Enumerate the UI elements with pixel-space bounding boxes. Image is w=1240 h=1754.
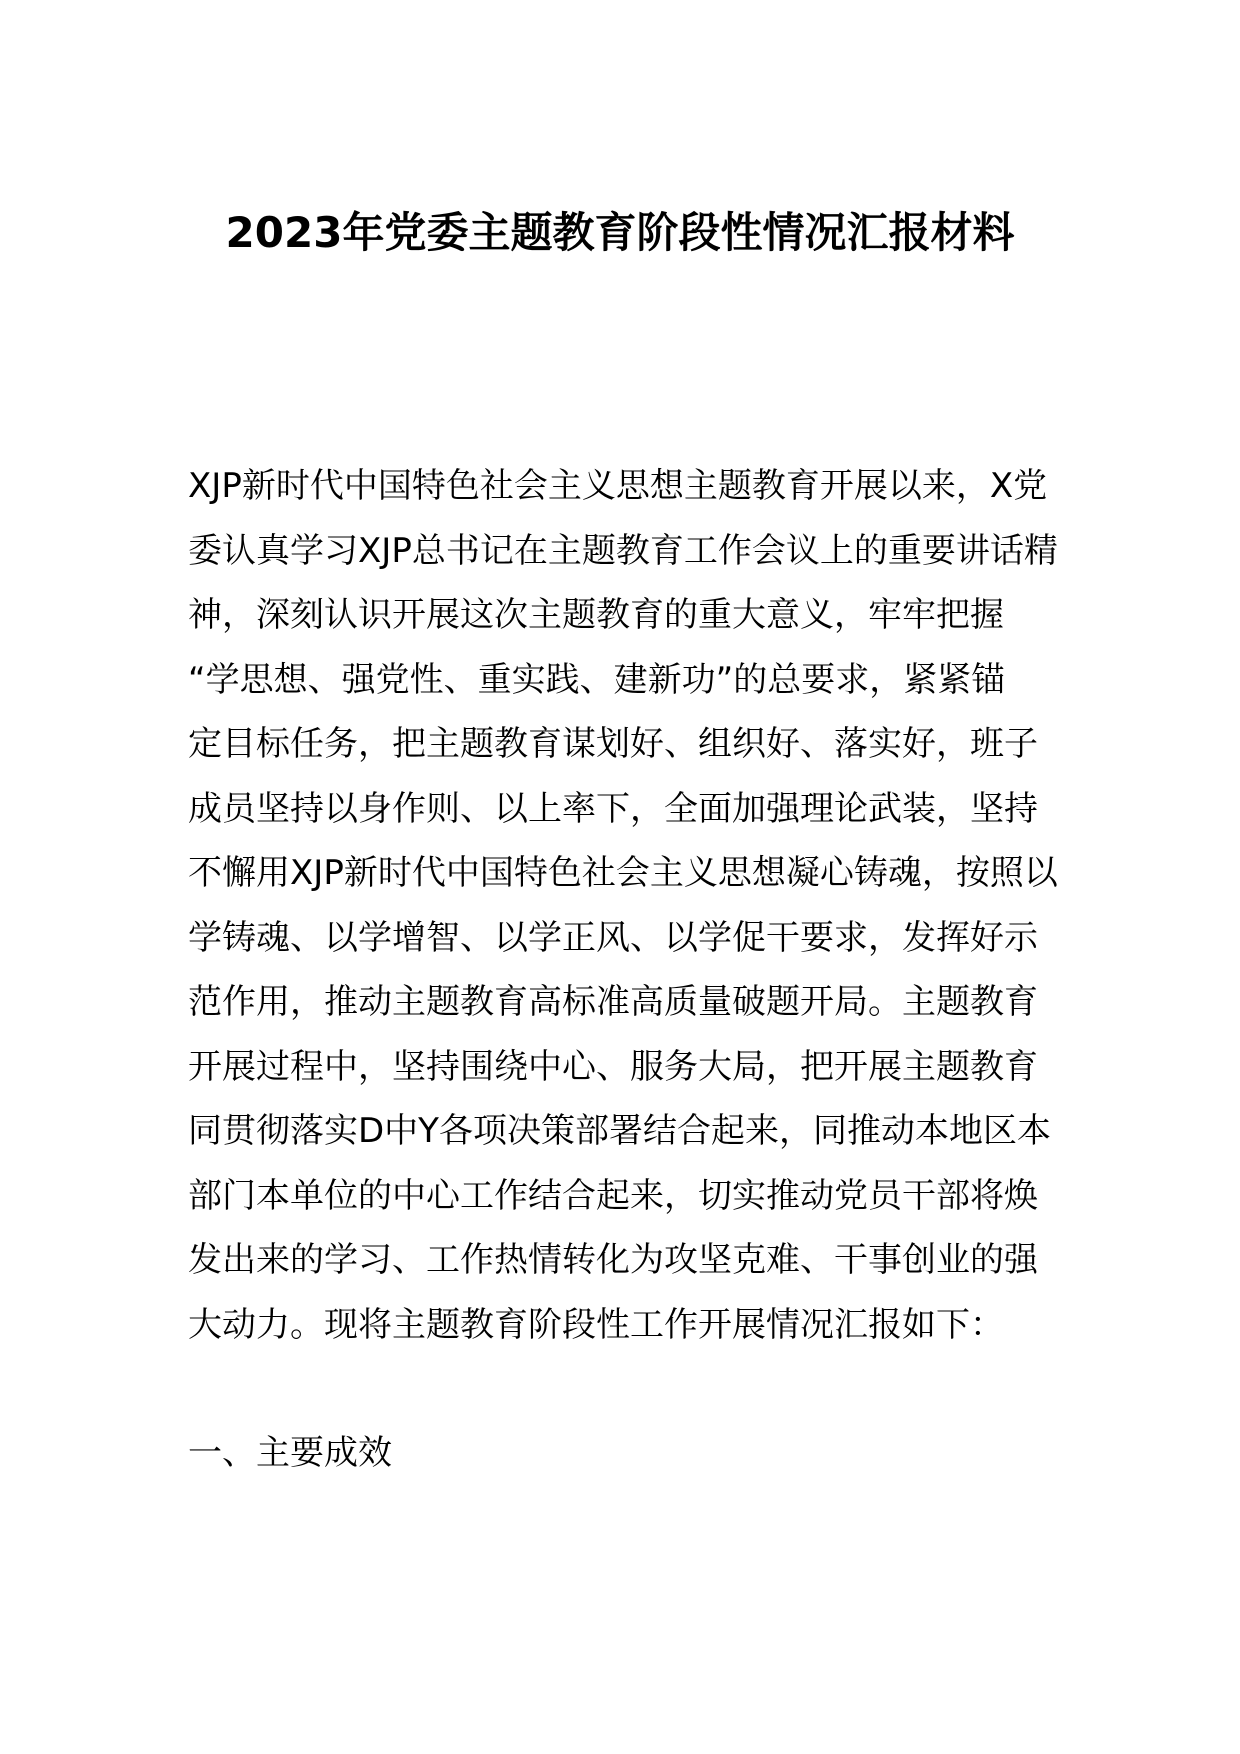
paragraph-line: XJP新时代中国特色社会主义思想主题教育开展以来，X党 [188, 466, 1048, 506]
paragraph-line: 部门本单位的中心工作结合起来，切实推动党员干部将焕 [188, 1175, 1038, 1216]
paragraph-line: 不懈用XJP新时代中国特色社会主义思想凝心铸魂，按照以 [188, 853, 1058, 893]
paragraph-line: 定目标任务，把主题教育谋划好、组织好、落实好，班子 [188, 724, 1038, 764]
paragraph-line: 开展过程中，坚持围绕中心、服务大局，把开展主题教育 [188, 1046, 1038, 1087]
paragraph-line: 成员坚持以身作则、以上率下，全面加强理论武装，坚持 [188, 788, 1038, 829]
paragraph-line: 大动力。现将主题教育阶段性工作开展情况汇报如下： [188, 1304, 1004, 1345]
paragraph-line: 同贯彻落实D中Y各项决策部署结合起来，同推动本地区本 [188, 1111, 1051, 1151]
intro-paragraph [188, 454, 1068, 1357]
section-heading: 一、主要成效 [188, 1433, 392, 1473]
paragraph-line: 发出来的学习、工作热情转化为攻坚克难、干事创业的强 [188, 1240, 1038, 1280]
paragraph-line: 范作用，推动主题教育高标准高质量破题开局。主题教育 [188, 982, 1038, 1022]
document-title: 2023年党委主题教育阶段性情况汇报材料 [225, 208, 1015, 257]
paragraph-line: “学思想、强党性、重实践、建新功”的总要求，紧紧锚 [188, 659, 1006, 700]
paragraph-line: 委认真学习XJP总书记在主题教育工作会议上的重要讲话精 [188, 530, 1058, 571]
paragraph-line: 学铸魂、以学增智、以学正风、以学促干要求，发挥好示 [188, 917, 1038, 958]
paragraph-line: 神，深刻认识开展这次主题教育的重大意义，牢牢把握 [188, 595, 1004, 635]
